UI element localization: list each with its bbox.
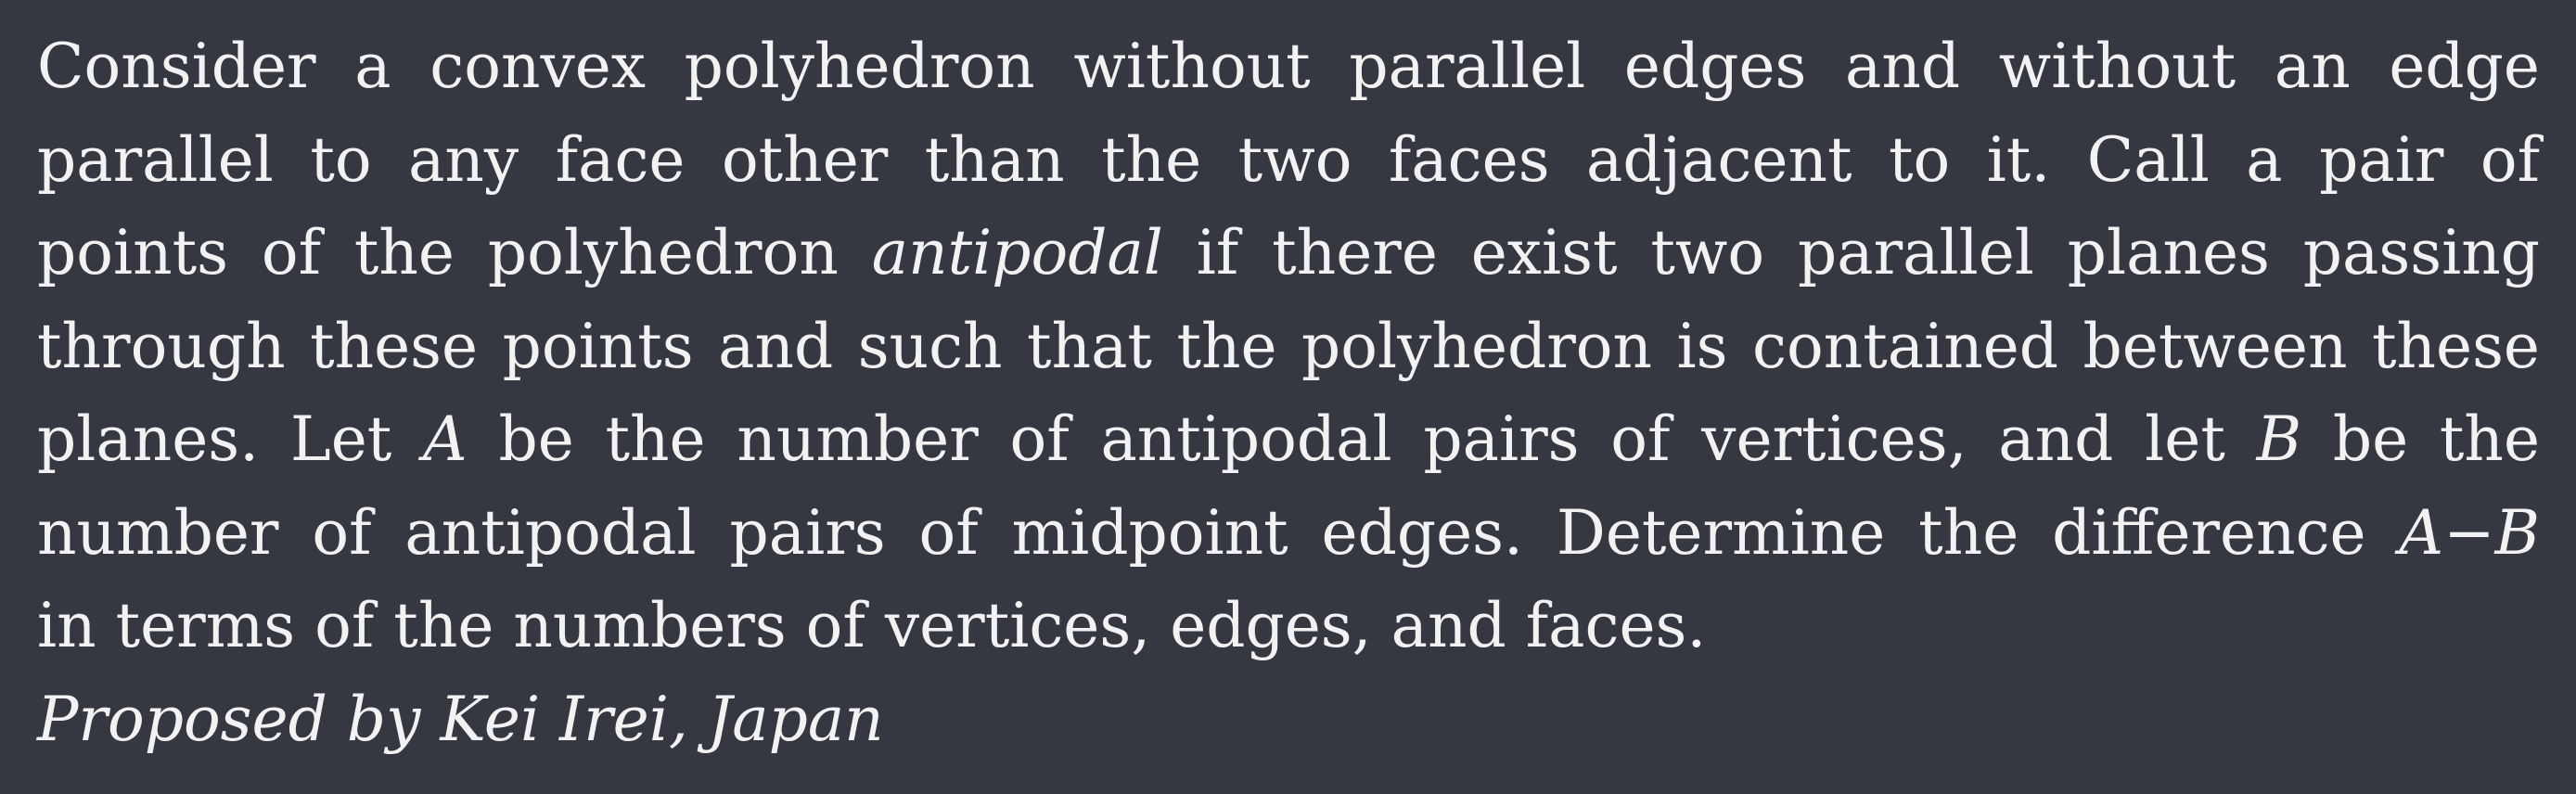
text-segment: points of the polyhedron (37, 217, 872, 288)
text-segment: be the number of antipodal pairs of vertices, and let (467, 403, 2257, 475)
text-line-7: in terms of the numbers of vertices, edges, and faces. (37, 590, 1707, 661)
text-line-4: through these points and such that the polyhedron is contained between these (37, 310, 2540, 382)
text-line-5 (37, 393, 2540, 487)
text-line-6 (37, 487, 2540, 581)
text-segment: if there exist two parallel planes passing (1162, 217, 2540, 288)
math-variable-a: A (423, 403, 468, 475)
text-segment: number of antipodal pairs of midpoint edges. Determine the difference (37, 496, 2400, 569)
text-line-1: Consider a convex polyhedron without parallel edges and without an edge (37, 31, 2540, 102)
text-line-3 (37, 207, 2540, 301)
problem-statement (37, 20, 2540, 766)
text-segment: be the (2301, 403, 2540, 475)
text-segment: planes. Let (37, 403, 424, 475)
attribution: Proposed by Kei Irei, Japan (37, 683, 884, 755)
text-line-2: parallel to any face other than the two faces adjacent to it. Call a pair of (37, 123, 2540, 196)
math-expression: A−B (2399, 496, 2540, 569)
emphasized-term: antipodal (871, 217, 1163, 288)
math-variable-b: B (2256, 403, 2302, 475)
